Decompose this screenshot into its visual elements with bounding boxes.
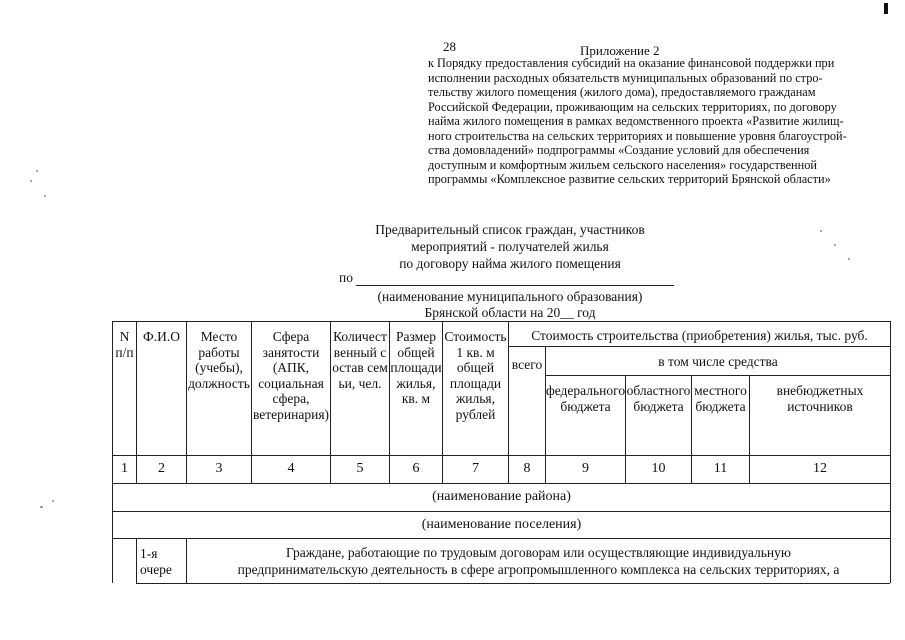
document-title-line: по договору найма жилого помещения (399, 256, 621, 271)
table-line (112, 455, 890, 456)
column-number: 8 (523, 461, 531, 476)
table-border-left (112, 321, 113, 583)
scan-speck (834, 244, 836, 246)
header-n: N п/п (115, 329, 134, 360)
header-fio: Ф.И.О (143, 329, 180, 344)
table-line (545, 375, 890, 376)
column-number: 6 (412, 461, 420, 476)
scan-speck (848, 258, 850, 260)
appendix-title: Приложение 2 (580, 43, 660, 58)
municipality-fill-line (356, 285, 674, 286)
column-number: 9 (582, 461, 589, 476)
header-federal: федерального бюджета (546, 383, 626, 414)
header-incl: в том числе средства (658, 354, 778, 369)
category-text-line: предпринимательскую деятельность в сфере агропромышленного комплекса на сельских территориях, а (237, 562, 840, 577)
scan-speck (40, 506, 43, 508)
appendix-text (428, 56, 873, 187)
header-extra: внебюджетных источников (776, 383, 864, 414)
appendix-line: доступным и комфортным жильем сельского населения» государственной (428, 157, 817, 172)
appendix-line: Российской Федерации, проживающим на сельских территориях, по договору (428, 99, 837, 114)
appendix-line: найма жилого помещения в рамках ведомственного проекта «Развитие жилищ- (428, 114, 844, 128)
table-border-top (112, 321, 890, 322)
region-year-line: Брянской области на 20__ год (424, 305, 596, 320)
header-local: местного бюджета (694, 383, 747, 414)
appendix-line: тельству жилого помещения (жилого дома), предоставляемого гражданам (428, 85, 816, 99)
document-title-line: Предварительный список граждан, участников (375, 222, 645, 237)
column-number: 3 (215, 461, 223, 476)
table-line (112, 511, 890, 512)
table-line (508, 346, 890, 347)
district-row-label: (наименование района) (432, 489, 571, 504)
scan-speck (52, 500, 54, 502)
queue-label: 1-я очере (140, 546, 172, 577)
document-title (340, 221, 680, 272)
table-line (136, 321, 137, 483)
appendix-line: программы «Комплексное развитие сельских территорий Брянской области» (428, 172, 831, 186)
settlement-row-label: (наименование поселения) (421, 517, 582, 532)
column-number: 1 (121, 461, 128, 476)
header-workplace: Место работы (учебы), должность (188, 329, 250, 391)
page-number: 28 (443, 39, 456, 54)
table-line (112, 483, 890, 484)
table-border-right (890, 321, 891, 583)
header-sphere: Сфера занятости (АПК, социальная сфера, ветеринария) (252, 329, 330, 422)
document-title-line: мероприятий - получателей жилья (411, 239, 609, 254)
header-cost-group: Стоимость строительства (приобретения) жилья, тыс. руб. (531, 328, 868, 343)
appendix-line: ства домовладений» подпрограммы «Создание условий для обеспечения (428, 143, 810, 157)
header-family: Количественный состав семьи, чел. (332, 329, 388, 391)
column-number: 4 (287, 461, 295, 476)
column-number: 7 (472, 461, 479, 476)
appendix-line: исполнении расходных обязательств муниципальных образований по стро- (428, 70, 823, 85)
header-total: всего (511, 357, 543, 372)
appendix-line: ного строительства на сельских территориях и повышение уровня благоустрой- (428, 128, 847, 143)
table-line (112, 538, 890, 539)
scan-speck (44, 195, 46, 197)
header-cost-sqm: Стоимость 1 кв. м общей площади жилья, рублей (444, 329, 507, 422)
header-area: Размер общей площади жилья, кв. м (390, 329, 442, 406)
category-text-line: Граждане, работающие по трудовым договорам или осуществляющие индивидуальную (286, 545, 791, 560)
column-number: 10 (651, 461, 666, 476)
table-line (508, 321, 509, 483)
header-regional: областного бюджета (626, 383, 691, 414)
scan-speck (36, 170, 38, 172)
scan-speck (820, 230, 822, 232)
table-line (136, 583, 890, 584)
column-number: 2 (158, 461, 165, 476)
po-label: по (339, 270, 353, 285)
column-number: 5 (356, 461, 364, 476)
scan-speck (30, 180, 32, 182)
appendix-line: к Порядку предоставления субсидий на оказание финансовой поддержки при (428, 56, 835, 70)
scan-edge-mark (884, 3, 888, 14)
municipality-caption: (наименование муниципального образования) (377, 289, 643, 304)
column-number: 12 (813, 461, 827, 476)
column-number: 11 (713, 461, 728, 476)
